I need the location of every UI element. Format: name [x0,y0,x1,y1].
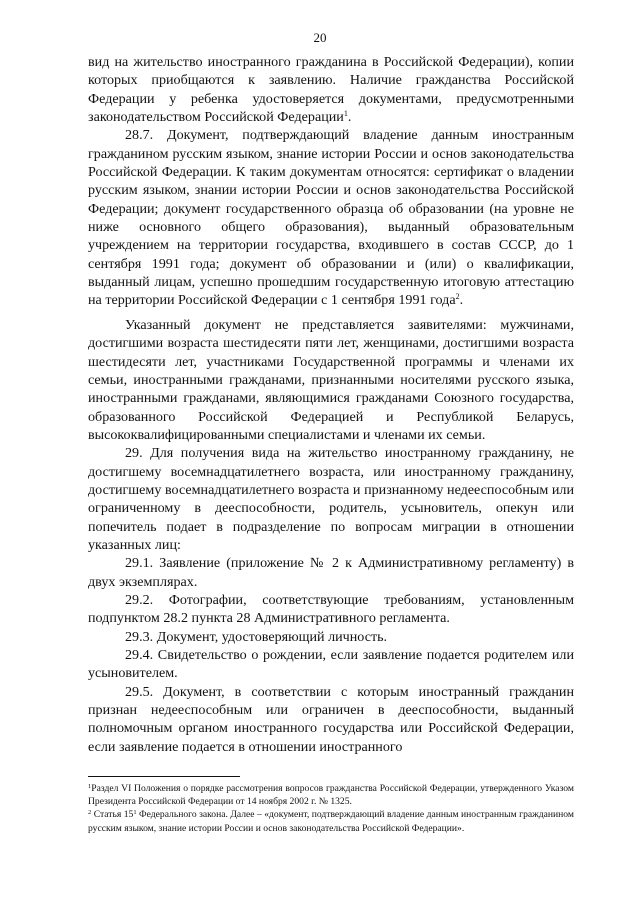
footnote-marker: 2 [455,292,460,302]
footnote [88,808,574,834]
paragraph [88,683,574,756]
paragraph [88,316,574,444]
paragraph [88,444,574,554]
text-run: 29.3. Документ, удостоверяющий личность. [125,628,388,645]
text-run: 29.4. Свидетельство о рождении, если заявление подается родителем или усыновителем. [88,647,574,682]
paragraph [88,554,574,591]
text-run: . [347,109,352,126]
paragraph [88,126,574,309]
footnotes [88,782,574,835]
paragraph [88,591,574,628]
text-run: Федерального закона. Далее – «документ, подтверждающий владение данным иностранным гражданином русским языком, знание истории России и основ законодательства Российской Федерации». [88,809,574,834]
text-run: 28.7. Документ, подтверждающий владение данным иностранным гражданином русским языком, знание истории России и основ законодательства Российской Федерации. К таким документам относятся: сертификат о владении русским языком, знании истории России и основ законодательства Российской Федерации; документ государственного образца об образовании (на уровне не ниже основного общего образования), выданный образовательным учреждением на территории государства, входившего в состав СССР, до 1 сентября 1991 года; документ об образовании и (или) о квалификации, выданный лицам, успешно прошедшим государственную итоговую аттестацию на территории Российской Федерации с 1 сентября 1991 года [88,127,574,309]
text-run: Статья 15 [91,809,134,821]
footnote-separator [88,776,240,777]
text-run: 29. Для получения вида на жительство иностранному гражданину, не достигшему восемнадцатилетнего возраста, или иностранному гражданину, достигшему восемнадцатилетнего возраста и признанному недееспособным или ограниченному в дееспособности, родитель, усыновитель, опекун или попечитель подает в подразделение по вопросам миграции в отношении указанных лиц: [88,445,574,553]
text-run: Раздел VI Положения о порядке рассмотрения вопросов гражданства Российской Федерации, утвержденного Указом Президента Российской Федерации от 14 ноября 2002 г. № 1325. [88,783,574,808]
text-run: 29.5. Документ, в соответствии с которым иностранный гражданин признан недееспособным или ограничен в дееспособности, выданный полномочным органом иностранного государства или Российской Федерации, если заявление подается в отношении иностранного [88,683,574,755]
paragraph [88,628,574,646]
footnote-marker: 1 [88,783,92,790]
text-run: 29.1. Заявление (приложение № 2 к Административному регламенту) в двух экземплярах. [88,555,574,590]
text-run: . [459,292,464,309]
footnote-marker: 1 [343,109,348,119]
paragraph [88,646,574,683]
body-text [88,53,574,756]
text-run: вид на жительство иностранного гражданина в Российской Федерации), копии которых приобщаются к заявлению. Наличие гражданства Российской Федерации у ребенка удостоверяется документами, предусмотренными законодательством Российской Федерации [88,54,574,126]
page-number: 20 [313,30,327,45]
text-run: Указанный документ не представляется заявителями: мужчинами, достигшими возраста шестидесяти пяти лет, женщинами, достигшими возраста шестидесяти лет, участниками Государственной программы и членами их семьи, иностранными гражданами, признанными носителями русского языка, иностранными гражданами, являющимися гражданами Союзного государства, образованного Российской Федерацией и Республикой Беларусь, высококвалифицированными специалистами и членами их семьи. [88,316,574,443]
footnote [88,782,574,808]
text-run: 29.2. Фотографии, соответствующие требованиям, установленным подпунктом 28.2 пункта 28 Административного регламента. [88,591,574,627]
footnote-marker: 1 [133,809,137,817]
paragraph [88,53,574,126]
footnote-marker: 2 [88,809,92,817]
